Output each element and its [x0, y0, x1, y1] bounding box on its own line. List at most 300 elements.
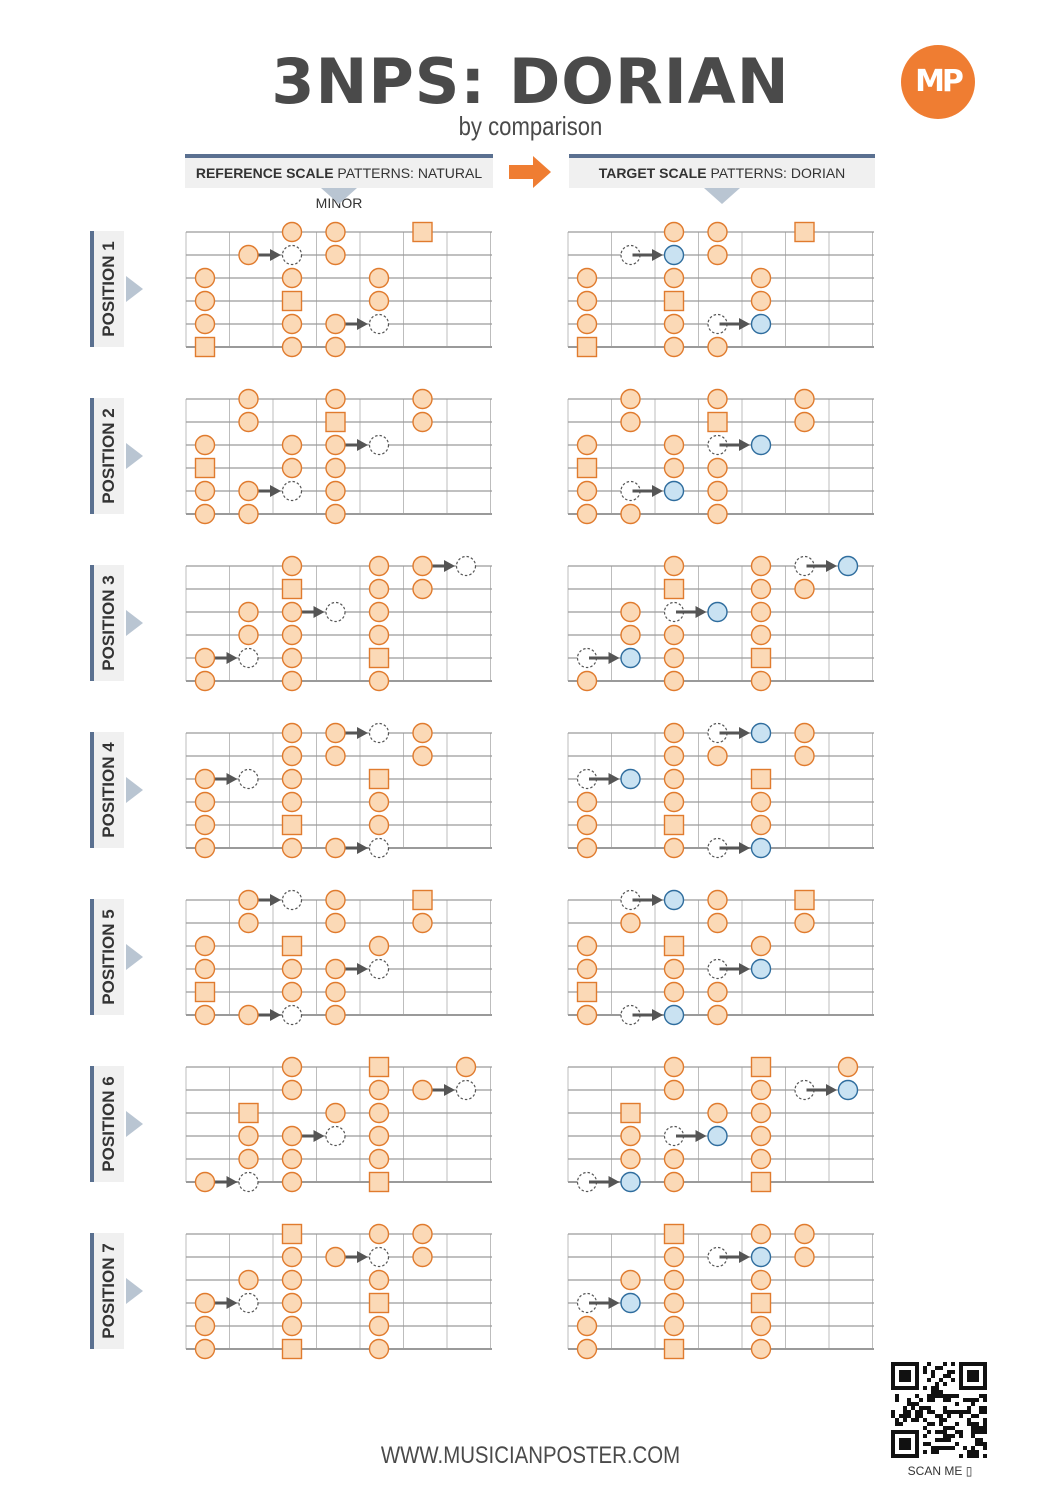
- scale-note: [413, 1248, 432, 1267]
- root-note: [578, 459, 597, 478]
- qr-module: [935, 1438, 939, 1442]
- scale-note: [665, 672, 684, 691]
- target-fretboard: [565, 556, 875, 682]
- qr-module: [903, 1406, 907, 1410]
- qr-module: [895, 1422, 899, 1426]
- scale-note: [370, 1150, 389, 1169]
- arrow-right-icon: [227, 1176, 238, 1188]
- arrow-right-icon: [739, 318, 750, 330]
- root-note: [283, 1340, 302, 1359]
- changed-note: [665, 482, 684, 501]
- root-note: [665, 1225, 684, 1244]
- qr-module: [951, 1378, 955, 1382]
- scale-note: [326, 747, 345, 766]
- scale-note: [283, 1058, 302, 1077]
- qr-module: [967, 1450, 971, 1454]
- scale-note: [326, 436, 345, 455]
- qr-module: [935, 1394, 939, 1398]
- scale-note: [708, 459, 727, 478]
- scale-note: [578, 482, 597, 501]
- changed-note: [839, 1081, 858, 1100]
- scale-note: [326, 315, 345, 334]
- qr-module: [943, 1438, 947, 1442]
- qr-module: [975, 1454, 979, 1458]
- scale-note: [708, 482, 727, 501]
- qr-module: [891, 1414, 895, 1418]
- scale-note: [795, 914, 814, 933]
- changed-note: [708, 603, 727, 622]
- scale-note: [413, 747, 432, 766]
- qr-module: [971, 1402, 975, 1406]
- website-link[interactable]: WWW.MUSICIANPOSTER.COM: [380, 1442, 681, 1469]
- qr-module: [947, 1446, 951, 1450]
- root-note: [413, 223, 432, 242]
- arrow-right-icon: [739, 963, 750, 975]
- changed-note: [621, 649, 640, 668]
- target-header-pointer: [704, 188, 740, 204]
- changed-note: [752, 436, 771, 455]
- qr-module: [907, 1398, 911, 1402]
- scale-note: [196, 816, 215, 835]
- qr-module: [927, 1406, 931, 1410]
- qr-module: [923, 1434, 927, 1438]
- qr-module: [911, 1402, 915, 1406]
- qr-module: [959, 1410, 963, 1414]
- scale-note: [239, 390, 258, 409]
- root-note: [283, 1225, 302, 1244]
- scale-note: [196, 315, 215, 334]
- qr-module: [939, 1446, 943, 1450]
- scale-note: [196, 482, 215, 501]
- scale-note: [283, 983, 302, 1002]
- qr-module: [947, 1438, 951, 1442]
- qr-module: [939, 1414, 943, 1418]
- qr-module: [951, 1426, 955, 1430]
- scale-note: [413, 1081, 432, 1100]
- scale-note: [578, 672, 597, 691]
- arrow-right-icon: [696, 1130, 707, 1142]
- ghost-note: [239, 649, 258, 668]
- root-note: [413, 891, 432, 910]
- scale-note: [413, 413, 432, 432]
- qr-module: [967, 1418, 971, 1422]
- scale-note: [665, 436, 684, 455]
- qr-module: [983, 1426, 987, 1430]
- qr-module: [943, 1394, 947, 1398]
- target-fretboard: [565, 890, 875, 1016]
- position-label-text: POSITION 4: [99, 742, 118, 838]
- reference-header-pointer: [321, 188, 357, 204]
- scale-note: [665, 724, 684, 743]
- scale-note: [326, 459, 345, 478]
- scale-note: [708, 223, 727, 242]
- qr-code[interactable]: [891, 1362, 987, 1458]
- scale-note: [665, 960, 684, 979]
- musicianposter-logo[interactable]: [901, 45, 975, 119]
- ghost-note: [370, 839, 389, 858]
- qr-module: [947, 1370, 951, 1374]
- scale-note: [370, 603, 389, 622]
- scale-note: [578, 505, 597, 524]
- changed-note: [665, 891, 684, 910]
- scale-note: [665, 793, 684, 812]
- qr-module: [947, 1374, 951, 1378]
- scale-note: [578, 292, 597, 311]
- qr-module: [955, 1410, 959, 1414]
- qr-module: [975, 1442, 979, 1446]
- scale-note: [370, 1317, 389, 1336]
- qr-module: [915, 1394, 919, 1398]
- position-label-text: POSITION 2: [99, 408, 118, 504]
- reference-header-text: PATTERNS: NATURAL MINOR: [315, 165, 483, 211]
- root-note: [370, 1173, 389, 1192]
- root-note: [665, 1340, 684, 1359]
- arrow-right-icon: [609, 1297, 620, 1309]
- qr-module: [895, 1398, 899, 1402]
- scale-note: [752, 1340, 771, 1359]
- root-note: [370, 1294, 389, 1313]
- scale-note: [665, 626, 684, 645]
- qr-module: [923, 1370, 927, 1374]
- position-label-text: POSITION 1: [99, 241, 118, 337]
- scale-note: [578, 816, 597, 835]
- scale-note: [665, 315, 684, 334]
- arrow-right-icon: [609, 652, 620, 664]
- qr-module: [931, 1390, 935, 1394]
- qr-module: [943, 1426, 947, 1430]
- arrow-right-icon: [696, 606, 707, 618]
- scale-note: [283, 269, 302, 288]
- scale-note: [196, 770, 215, 789]
- arrow-right-icon: [652, 894, 663, 906]
- qr-module: [931, 1422, 935, 1426]
- qr-module: [955, 1394, 959, 1398]
- arrow-right-icon: [739, 842, 750, 854]
- scale-note: [196, 436, 215, 455]
- scale-note: [283, 1081, 302, 1100]
- scale-note: [283, 338, 302, 357]
- scale-note: [196, 1317, 215, 1336]
- qr-module: [927, 1398, 931, 1402]
- qr-module: [927, 1378, 931, 1382]
- qr-module: [931, 1374, 935, 1378]
- qr-module: [927, 1422, 931, 1426]
- scale-note: [708, 338, 727, 357]
- scale-note: [665, 1248, 684, 1267]
- qr-module: [907, 1410, 911, 1414]
- position-label: [90, 1066, 124, 1182]
- root-note: [283, 937, 302, 956]
- scale-note: [283, 1317, 302, 1336]
- qr-module: [951, 1370, 955, 1374]
- scale-note: [370, 1271, 389, 1290]
- qr-module: [983, 1454, 987, 1458]
- scale-note: [370, 1340, 389, 1359]
- qr-finder-core: [899, 1370, 911, 1382]
- root-note: [621, 1104, 640, 1123]
- scale-note: [283, 649, 302, 668]
- target-header-bold: TARGET SCALE: [598, 165, 707, 181]
- qr-module: [935, 1414, 939, 1418]
- scale-note: [283, 839, 302, 858]
- scale-note: [708, 1006, 727, 1025]
- arrow-right-icon: [270, 1009, 281, 1021]
- arrow-right-icon: [357, 727, 368, 739]
- scale-note: [283, 1271, 302, 1290]
- root-note: [708, 413, 727, 432]
- qr-module: [983, 1442, 987, 1446]
- scale-note: [413, 557, 432, 576]
- qr-module: [975, 1414, 979, 1418]
- qr-module: [939, 1394, 943, 1398]
- scale-note: [283, 1150, 302, 1169]
- scale-note: [239, 891, 258, 910]
- scale-note: [708, 914, 727, 933]
- qr-module: [967, 1398, 971, 1402]
- changed-note: [752, 315, 771, 334]
- root-note: [196, 459, 215, 478]
- qr-module: [923, 1366, 927, 1370]
- target-fretboard: [565, 723, 875, 849]
- qr-module: [979, 1410, 983, 1414]
- scale-note: [665, 459, 684, 478]
- qr-module: [935, 1450, 939, 1454]
- qr-module: [903, 1414, 907, 1418]
- scale-note: [196, 505, 215, 524]
- qr-module: [971, 1414, 975, 1418]
- qr-module: [955, 1422, 959, 1426]
- scale-note: [708, 246, 727, 265]
- qr-module: [983, 1398, 987, 1402]
- qr-module: [971, 1446, 975, 1450]
- scale-note: [326, 223, 345, 242]
- scale-note: [795, 747, 814, 766]
- scale-note: [708, 390, 727, 409]
- scale-note: [413, 1225, 432, 1244]
- arrow-right-icon: [609, 1176, 620, 1188]
- qr-module: [963, 1446, 967, 1450]
- root-note: [665, 937, 684, 956]
- reference-fretboard: [183, 1057, 493, 1183]
- scale-note: [370, 1104, 389, 1123]
- ghost-note: [283, 891, 302, 910]
- changed-note: [621, 1294, 640, 1313]
- root-note: [578, 983, 597, 1002]
- qr-module: [975, 1430, 979, 1434]
- qr-module: [935, 1430, 939, 1434]
- changed-note: [665, 246, 684, 265]
- scale-note: [665, 269, 684, 288]
- qr-module: [947, 1394, 951, 1398]
- scale-note: [370, 816, 389, 835]
- ghost-note: [326, 603, 345, 622]
- scale-note: [283, 1294, 302, 1313]
- scale-note: [283, 626, 302, 645]
- root-note: [752, 770, 771, 789]
- qr-module: [927, 1362, 931, 1366]
- root-note: [283, 816, 302, 835]
- scale-note: [413, 914, 432, 933]
- scale-note: [665, 1317, 684, 1336]
- position-label-text: POSITION 3: [99, 575, 118, 671]
- scale-note: [196, 1006, 215, 1025]
- changed-note: [621, 770, 640, 789]
- scale-note: [239, 1271, 258, 1290]
- position-label: [90, 565, 124, 681]
- position-pointer: [126, 1278, 143, 1304]
- changed-note: [752, 1248, 771, 1267]
- scale-note: [239, 505, 258, 524]
- scale-note: [413, 390, 432, 409]
- reference-fretboard: [183, 389, 493, 515]
- root-note: [370, 770, 389, 789]
- scale-note: [326, 338, 345, 357]
- qr-module: [907, 1402, 911, 1406]
- scale-note: [752, 580, 771, 599]
- qr-module: [919, 1414, 923, 1418]
- qr-module: [979, 1430, 983, 1434]
- scale-note: [621, 914, 640, 933]
- scale-note: [196, 1173, 215, 1192]
- arrow-right-icon: [444, 560, 455, 572]
- scale-note: [665, 1294, 684, 1313]
- root-note: [283, 292, 302, 311]
- scale-note: [283, 603, 302, 622]
- ghost-note: [283, 1006, 302, 1025]
- qr-module: [927, 1394, 931, 1398]
- qr-module: [979, 1406, 983, 1410]
- scale-note: [283, 436, 302, 455]
- qr-module: [963, 1410, 967, 1414]
- root-note: [196, 983, 215, 1002]
- scale-note: [326, 505, 345, 524]
- arrow-right-icon: [227, 652, 238, 664]
- position-label: [90, 899, 124, 1015]
- position-label: [90, 732, 124, 848]
- root-note: [578, 338, 597, 357]
- qr-module: [939, 1422, 943, 1426]
- scale-note: [665, 1173, 684, 1192]
- qr-module: [971, 1450, 975, 1454]
- scale-note: [326, 1006, 345, 1025]
- qr-module: [923, 1418, 927, 1422]
- arrow-right-icon: [739, 727, 750, 739]
- scale-note: [196, 1340, 215, 1359]
- scale-note: [413, 724, 432, 743]
- changed-note: [752, 839, 771, 858]
- scale-note: [283, 1127, 302, 1146]
- scale-note: [621, 1271, 640, 1290]
- root-note: [196, 338, 215, 357]
- target-fretboard: [565, 1057, 875, 1183]
- qr-module: [935, 1382, 939, 1386]
- arrow-right-icon: [270, 894, 281, 906]
- arrow-right-icon: [314, 1130, 325, 1142]
- qr-module: [967, 1410, 971, 1414]
- qr-module: [975, 1426, 979, 1430]
- scale-note: [752, 1225, 771, 1244]
- arrow-right-icon: [227, 1297, 238, 1309]
- scale-note: [283, 459, 302, 478]
- arrow-right-icon: [357, 842, 368, 854]
- position-pointer: [126, 610, 143, 636]
- scale-note: [621, 390, 640, 409]
- qr-module: [935, 1390, 939, 1394]
- scale-note: [795, 1225, 814, 1244]
- scale-note: [196, 839, 215, 858]
- arrow-right-icon: [652, 485, 663, 497]
- target-scale-header: [569, 154, 875, 188]
- qr-module: [891, 1410, 895, 1414]
- scale-note: [665, 338, 684, 357]
- qr-module: [919, 1410, 923, 1414]
- qr-module: [931, 1386, 935, 1390]
- changed-note: [665, 1006, 684, 1025]
- qr-module: [915, 1418, 919, 1422]
- qr-module: [931, 1446, 935, 1450]
- page-title: 3NPS: DORIAN: [271, 45, 790, 118]
- root-note: [370, 1058, 389, 1077]
- logo-text: MP: [915, 64, 961, 99]
- scale-note: [370, 937, 389, 956]
- scale-note: [457, 1058, 476, 1077]
- qr-module: [975, 1450, 979, 1454]
- qr-module: [899, 1414, 903, 1418]
- scale-note: [578, 937, 597, 956]
- root-note: [665, 816, 684, 835]
- arrow-right-icon: [270, 485, 281, 497]
- qr-module: [903, 1418, 907, 1422]
- scale-note: [665, 557, 684, 576]
- qr-module: [931, 1410, 935, 1414]
- scale-note: [665, 1058, 684, 1077]
- scale-note: [196, 292, 215, 311]
- arrow-right-icon: [826, 560, 837, 572]
- qr-module: [911, 1418, 915, 1422]
- scale-note: [196, 672, 215, 691]
- qr-module: [927, 1442, 931, 1446]
- scale-note: [752, 292, 771, 311]
- scale-note: [196, 649, 215, 668]
- arrow-right-icon: [227, 773, 238, 785]
- scale-note: [196, 269, 215, 288]
- qr-module: [983, 1418, 987, 1422]
- scale-note: [708, 747, 727, 766]
- scale-note: [665, 223, 684, 242]
- position-pointer: [126, 1111, 143, 1137]
- scale-note: [839, 1058, 858, 1077]
- scale-note: [239, 914, 258, 933]
- qr-module: [931, 1370, 935, 1374]
- qr-module: [907, 1414, 911, 1418]
- qr-module: [983, 1394, 987, 1398]
- scale-note: [370, 580, 389, 599]
- scale-note: [283, 223, 302, 242]
- scale-note: [283, 960, 302, 979]
- ghost-note: [239, 1294, 258, 1313]
- ghost-note: [457, 557, 476, 576]
- qr-module: [895, 1418, 899, 1422]
- qr-module: [959, 1430, 963, 1434]
- scale-note: [239, 1006, 258, 1025]
- scale-note: [578, 436, 597, 455]
- qr-module: [931, 1394, 935, 1398]
- scale-note: [283, 793, 302, 812]
- arrow-right-icon: [357, 439, 368, 451]
- qr-module: [923, 1386, 927, 1390]
- ghost-note: [370, 436, 389, 455]
- scale-note: [621, 505, 640, 524]
